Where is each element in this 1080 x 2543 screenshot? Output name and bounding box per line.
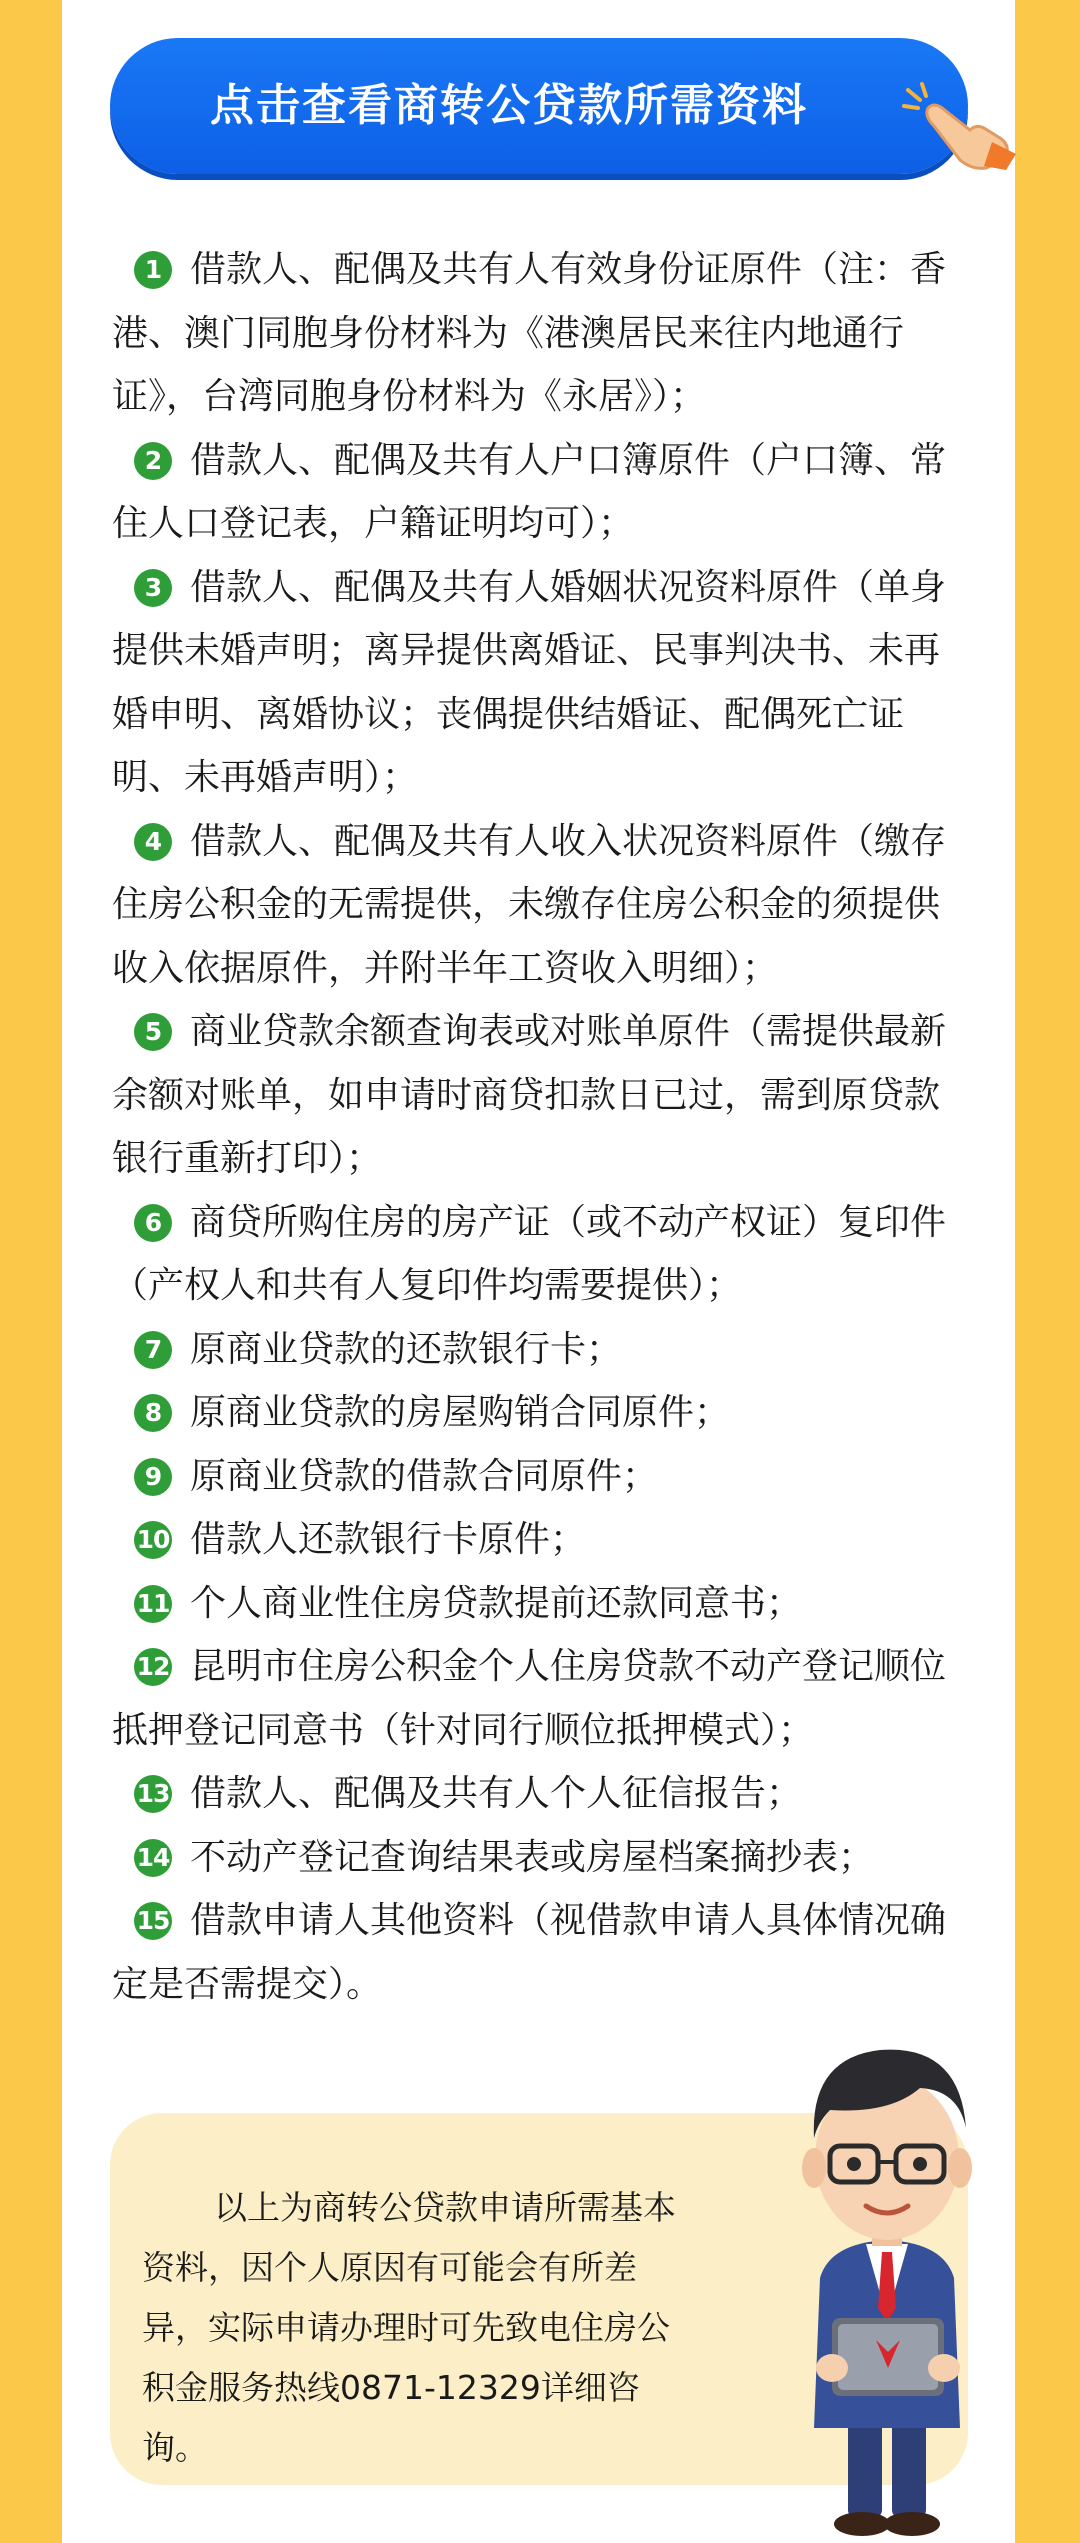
list-item: [112, 1000, 970, 1191]
item-number-badge: 9: [134, 1458, 172, 1496]
list-item: [112, 810, 970, 1001]
list-item: [112, 1572, 970, 1636]
item-number-badge: 8: [134, 1394, 172, 1432]
item-text: 借款人、配偶及共有人户口簿原件（户口簿、常住人口登记表，户籍证明均可）；: [112, 439, 947, 544]
materials-banner[interactable]: [110, 38, 968, 174]
item-text: 原商业贷款的还款银行卡；: [190, 1328, 623, 1370]
list-item: [112, 429, 970, 556]
item-number-badge: 10: [134, 1521, 172, 1559]
item-text: 原商业贷款的借款合同原件；: [190, 1455, 659, 1497]
pointing-hand-icon: [900, 80, 1020, 170]
list-item: [112, 1826, 970, 1890]
item-number-badge: 6: [134, 1204, 172, 1242]
item-number-badge: 3: [134, 569, 172, 607]
item-number-badge: 4: [134, 823, 172, 861]
list-item: [112, 1191, 970, 1318]
list-item: [112, 1381, 970, 1445]
item-text: 借款人、配偶及共有人个人征信报告；: [190, 1773, 803, 1814]
banner-title: 点击查看商转公贷款所需资料: [210, 80, 808, 131]
item-number-badge: 13: [134, 1775, 172, 1813]
materials-list: [112, 238, 970, 2016]
list-item: [112, 556, 970, 810]
item-number-badge: 5: [134, 1013, 172, 1051]
list-item: [112, 1445, 970, 1509]
list-item: [112, 1762, 970, 1826]
left-side-stripe: [0, 0, 62, 2543]
businessman-mascot: [770, 2018, 1005, 2538]
item-text: 不动产登记查询结果表或房屋档案摘抄表；: [190, 1836, 875, 1878]
item-number-badge: 7: [134, 1331, 172, 1369]
list-item: [112, 1889, 970, 2016]
item-number-badge: 1: [134, 251, 172, 289]
item-text: 借款申请人其他资料（视借款申请人具体情况确定是否需提交）。: [112, 1900, 947, 2005]
item-text: 借款人还款银行卡原件；: [190, 1519, 587, 1560]
item-text: 借款人、配偶及共有人有效身份证原件（注：香港、澳门同胞身份材料为《港澳居民来往内地通行证》，台湾同胞身份材料为《永居》）；: [112, 249, 947, 417]
item-text: 借款人、配偶及共有人收入状况资料原件（缴存住房公积金的无需提供，未缴存住房公积金的须提供收入依据原件，并附半年工资收入明细）；: [112, 820, 947, 989]
note-text: 以上为商转公贷款申请所需基本资料，因个人原因有可能会有所差异，实际申请办理时可先致电住房公积金服务热线0871-12329详细咨询。: [142, 2188, 676, 2467]
item-text: 原商业贷款的房屋购销合同原件；: [190, 1392, 731, 1433]
item-number-badge: 14: [134, 1839, 172, 1877]
list-item: [112, 1508, 970, 1572]
item-number-badge: 11: [134, 1585, 172, 1623]
item-text: 昆明市住房公积金个人住房贷款不动产登记顺位抵押登记同意书（针对同行顺位抵押模式）；: [112, 1646, 947, 1751]
item-text: 商业贷款余额查询表或对账单原件（需提供最新余额对账单，如申请时商贷扣款日已过，需到原贷款银行重新打印）；: [112, 1011, 947, 1179]
item-text: 借款人、配偶及共有人婚姻状况资料原件（单身提供未婚声明；离异提供离婚证、民事判决书、未再婚申明、离婚协议；丧偶提供结婚证、配偶死亡证明、未再婚声明）；: [112, 566, 947, 798]
item-number-badge: 12: [134, 1648, 172, 1686]
list-item: [112, 1318, 970, 1382]
item-text: 商贷所购住房的房产证（或不动产权证）复印件（产权人和共有人复印件均需要提供）；: [112, 1201, 947, 1306]
list-item: [112, 238, 970, 429]
item-text: 个人商业性住房贷款提前还款同意书；: [190, 1582, 803, 1624]
right-side-stripe: [1015, 0, 1080, 2543]
list-item: [112, 1635, 970, 1762]
item-number-badge: 15: [134, 1902, 172, 1940]
item-number-badge: 2: [134, 442, 172, 480]
